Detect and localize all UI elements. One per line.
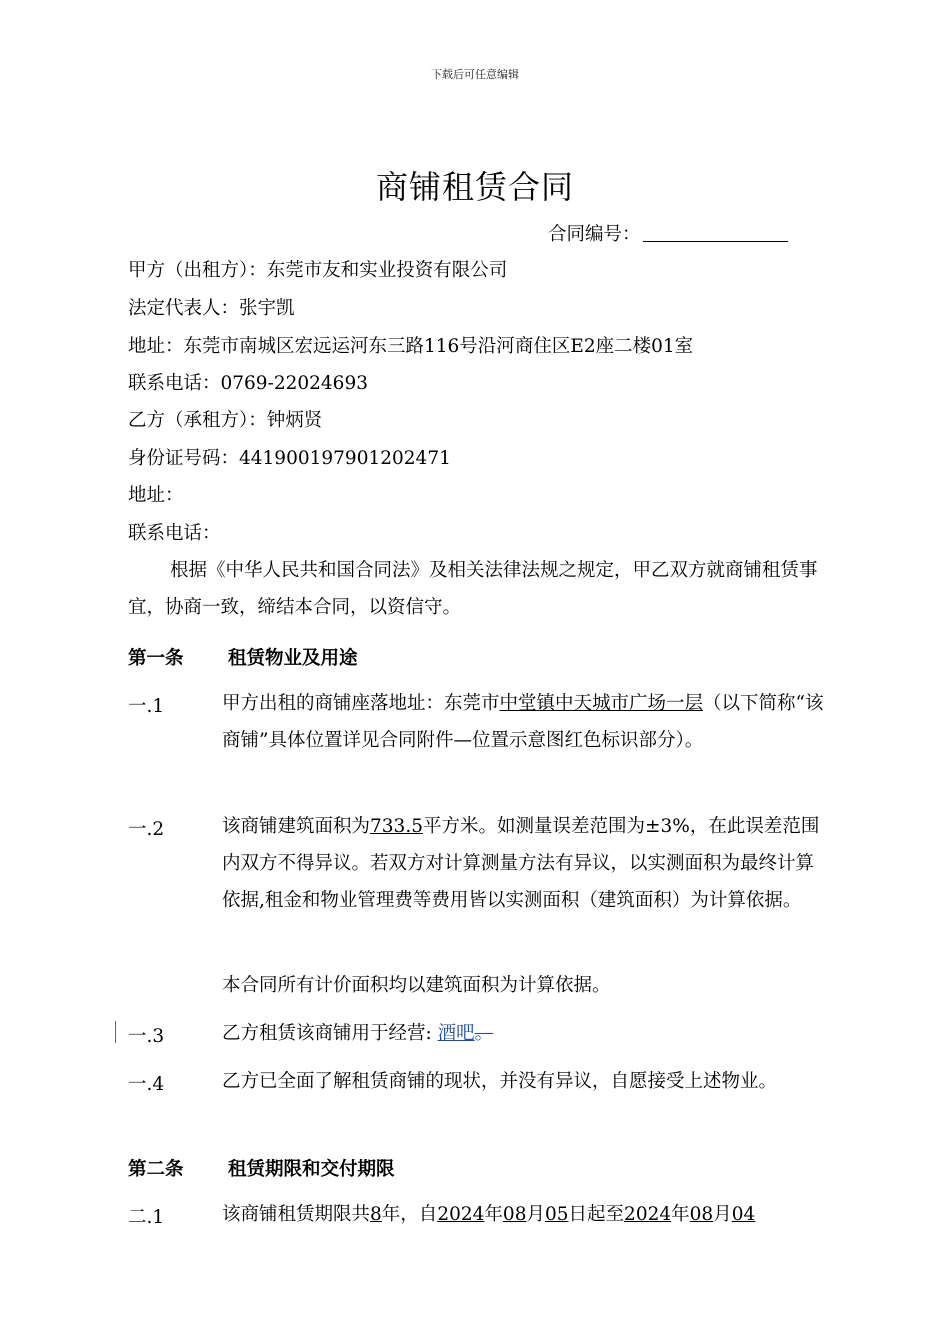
c21-years: 8	[370, 1204, 382, 1225]
clause-1-1-location: 中堂镇中天城市广场一层	[499, 693, 704, 714]
c21-t4: 月	[526, 1204, 545, 1225]
contract-number-blank	[643, 223, 788, 242]
section-1-heading	[128, 644, 358, 670]
clause-1-2-body	[222, 808, 828, 919]
c21-t1: 该商铺租赁期限共	[222, 1204, 371, 1225]
section-2-title: 租赁期限和交付期限	[228, 1159, 395, 1180]
clause-1-3-deleted: 。	[474, 1023, 494, 1044]
party-b-line: 乙方（承租方）：钟炳贤	[128, 410, 323, 431]
c21-t2: 年，自	[381, 1204, 438, 1225]
revision-margin-bar	[115, 1021, 116, 1043]
c21-t6: 年	[671, 1204, 690, 1225]
section-1-num: 第一条	[128, 648, 184, 669]
section-2-heading	[128, 1155, 395, 1181]
clause-1-2-note: 本合同所有计价面积均以建筑面积为计算依据。	[222, 975, 611, 996]
clause-1-3-pre: 乙方租赁该商铺用于经营:	[222, 1023, 432, 1044]
party-b-phone: 联系电话：	[128, 523, 221, 544]
c21-t7: 月	[713, 1204, 732, 1225]
section-1-title: 租赁物业及用途	[228, 648, 358, 669]
clause-1-2-num: 一.2	[128, 819, 165, 840]
clause-1-3-use: 酒吧	[437, 1023, 475, 1044]
clause-1-2-pre: 该商铺建筑面积为	[222, 816, 371, 837]
clause-1-4-body: 乙方已全面了解租赁商铺的现状，并没有异议，自愿接受上述物业。	[222, 1071, 778, 1092]
section-2-num: 第二条	[128, 1159, 184, 1180]
contract-number-label: 合同编号：	[548, 224, 641, 245]
clause-1-1-post: （以下简称“该商铺”具体位置详见合同附件—位置示意图红色标识部分）。	[222, 693, 824, 751]
preamble: 根据《中华人民共和国合同法》及相关法律法规之规定，甲乙双方就商铺租赁事宜，协商一致，缔结本合同，以资信守。	[128, 560, 818, 618]
c21-t3: 年	[484, 1204, 503, 1225]
clause-1-3-num: 一.3	[128, 1026, 165, 1047]
clause-2-1-num: 二.1	[128, 1207, 165, 1228]
party-a-line: 甲方（出租方）：东莞市友和实业投资有限公司	[128, 260, 508, 281]
contract-number	[548, 222, 788, 248]
clause-1-1-body	[222, 685, 828, 759]
party-a-rep: 法定代表人：张宇凯	[128, 298, 295, 319]
c21-end-month: 08	[689, 1204, 714, 1225]
clause-1-2-area: 733.5	[370, 816, 423, 837]
c21-end-year: 2024	[624, 1204, 672, 1225]
clause-1-3-body	[222, 1015, 828, 1052]
c21-t5: 日起至	[568, 1204, 625, 1225]
party-b-address: 地址：	[128, 485, 184, 506]
clause-1-1-num: 一.1	[128, 696, 165, 717]
clause-1-1-pre: 甲方出租的商铺座落地址：东莞市	[222, 693, 500, 714]
c21-start-year: 2024	[437, 1204, 485, 1225]
party-a-phone: 联系电话：0769-22024693	[128, 373, 368, 394]
document-title: 商铺租赁合同	[375, 168, 574, 206]
c21-start-month: 08	[502, 1204, 527, 1225]
c21-start-day: 05	[544, 1204, 569, 1225]
clause-1-4-num: 一.4	[128, 1074, 165, 1095]
c21-end-day: 04	[731, 1204, 756, 1225]
clause-1-2-post: 平方米。如测量误差范围为±3%，在此误差范围内双方不得异议。若双方对计算测量方法有异议，以实测面积为最终计算依据,租金和物业管理费等费用皆以实测面积（建筑面积）为计算依据。	[222, 816, 820, 911]
party-b-id: 身份证号码：441900197901202471	[128, 448, 451, 469]
header-note: 下载后可任意编辑	[431, 68, 519, 81]
party-a-address: 地址：东莞市南城区宏远运河东三路116号沿河商住区E2座二楼01室	[128, 336, 694, 357]
clause-2-1-body	[222, 1196, 828, 1233]
